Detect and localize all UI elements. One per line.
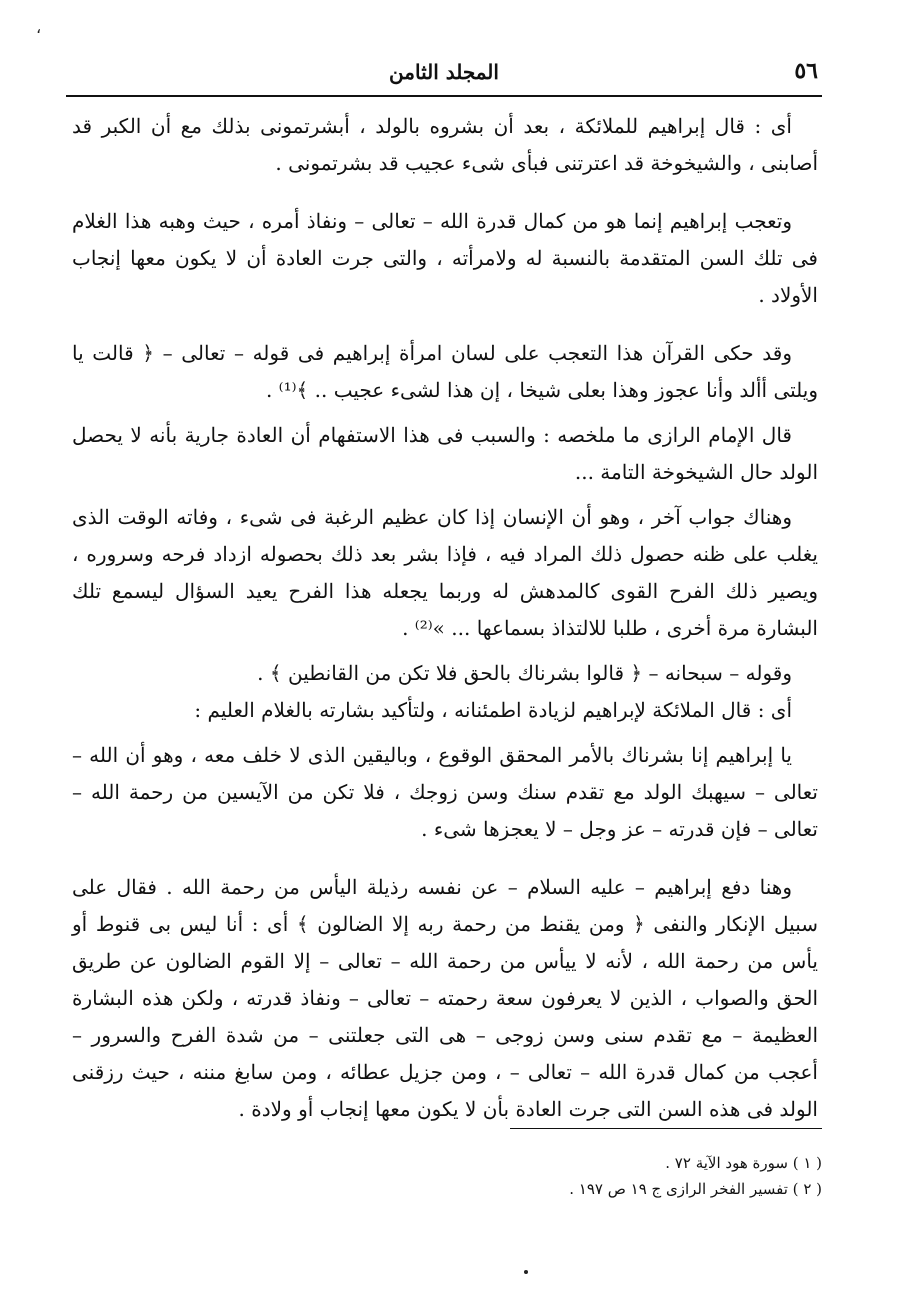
paragraph: وهناك جواب آخر ، وهو أن الإنسان إذا كان عظيم الرغبة فى شىء ، وفاته الوقت الذى يغلب على ظنه حصول ذلك المراد فيه ، فإذا بشر بعد ذلك بحصوله ازداد فرحه وسروره ، ويصير ذلك الفرح القوى كالمدهش له وربما يجعله هذا الفرح يعيد السؤال ليسمع تلك البشارة مرة أخرى ، طلبا للالتذاذ بسماعها ... »⁽²⁾ . [72,505,818,640]
body-text [72,108,818,1128]
header-divider [66,95,822,97]
paragraph: وقد حكى القرآن هذا التعجب على لسان امرأة إبراهيم فى قوله – تعالى – ﴿ قالت يا ويلتى أألد وأنا عجوز وهذا بعلى شيخا ، إن هذا لشىء عجيب .. ﴾⁽¹⁾ . [72,341,818,402]
volume-title: المجلد الثامن [389,60,499,84]
paragraph: أى : قال الملائكة لإبراهيم لزيادة اطمئنانه ، ولتأكيد بشارته بالغلام العليم : [194,698,792,722]
paragraph: وتعجب إبراهيم إنما هو من كمال قدرة الله – تعالى – ونفاذ أمره ، حيث وهبه هذا الغلام فى تلك السن المتقدمة بالنسبة له ولامرأته ، والتى جرت العادة أن لا يكون معها إنجاب الأولاد . [72,209,818,307]
paragraph: وهنا دفع إبراهيم – عليه السلام – عن نفسه رذيلة اليأس من رحمة الله . فقال على سبيل الإنكار والنفى ﴿ ومن يقنط من رحمة ربه إلا الضالون ﴾ أى : أنا ليس بى قنوط أو يأس من رحمة الله ، لأنه لا ييأس من رحمة الله – تعالى – إلا القوم الضالون عن طريق الحق والصواب ، الذين لا يعرفون سعة رحمته – تعالى – ونفاذ قدرته ، ولكن هذه البشارة العظيمة – مع تقدم سنى وسن زوجى – هى التى جعلتنى – من شدة الفرح والسرور – أعجب من كمال قدرة الله – تعالى – ، ومن جزيل عطائه ، ومن سابغ مننه ، حيث رزقنى الولد فى هذه السن التى جرت العادة بأن لا يكون معها إنجاب أو ولادة . [72,875,818,1121]
paragraph: يا إبراهيم إنا بشرناك بالأمر المحقق الوقوع ، وباليقين الذى لا خلف معه ، وهو أن الله – تعالى – سيهبك الولد مع تقدم سنك وسن زوجك ، فلا تكن من الآيسين من رحمة الله – تعالى – فإن قدرته – عز وجل – لا يعجزها شىء . [72,743,818,841]
ink-dot [524,1270,528,1274]
footnote: ( ٢ ) تفسير الفخر الرازى ج ١٩ ص ١٩٧ . [569,1180,822,1198]
paragraph: قال الإمام الرازى ما ملخصه : والسبب فى هذا الاستفهام أن العادة جارية بأنه لا يحصل الولد حال الشيخوخة التامة ... [72,423,818,484]
paragraph: وقوله – سبحانه – ﴿ قالوا بشرناك بالحق فلا تكن من القانطين ﴾ . [257,661,792,685]
footnote-divider [510,1128,822,1129]
margin-mark: ، [36,18,42,37]
footnotes [420,1150,822,1202]
footnote: ( ١ ) سورة هود الآية ٧٢ . [665,1154,822,1172]
paragraph: أى : قال إبراهيم للملائكة ، بعد أن بشروه بالولد ، أبشرتمونى بذلك مع أن الكبر قد أصابنى ، والشيخوخة قد اعترتنى فبأى شىء عجيب قد بشرتمونى . [72,114,818,175]
running-header [66,56,822,92]
page-number: ٥٦ [794,58,818,84]
